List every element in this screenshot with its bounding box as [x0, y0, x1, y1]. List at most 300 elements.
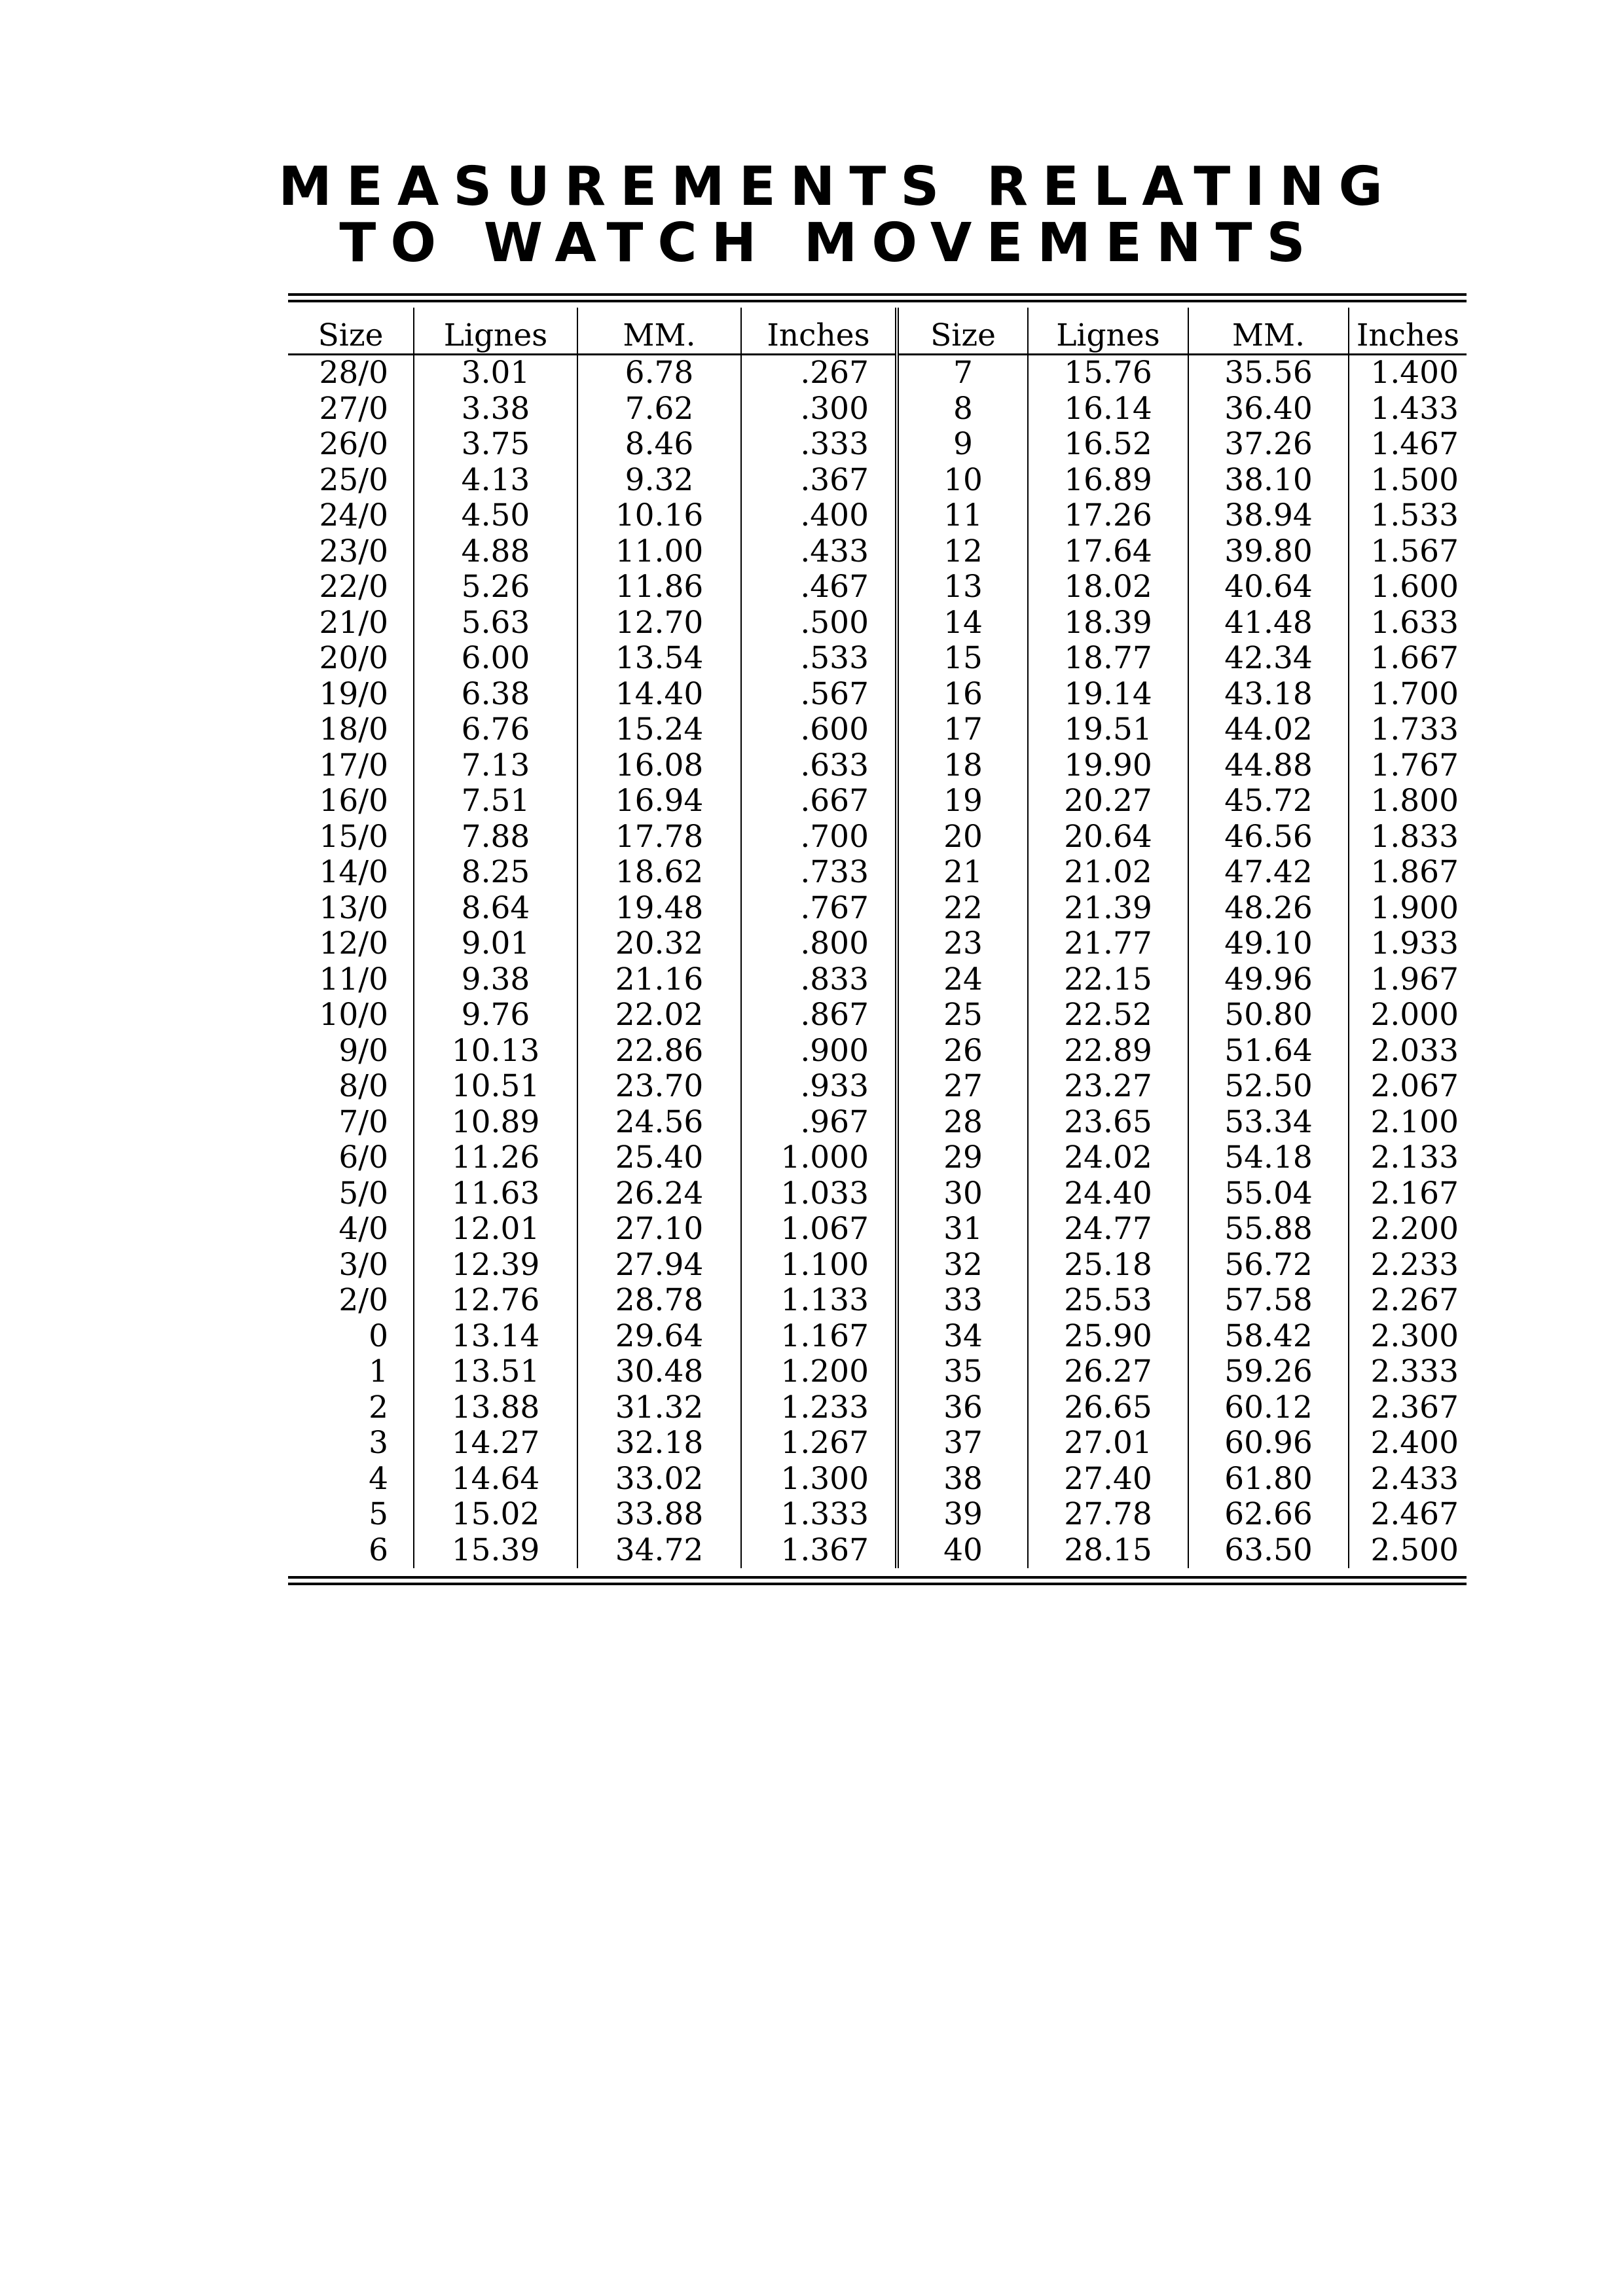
cell-mm2: 58.42 [1188, 1319, 1349, 1355]
cell-lignes2: 22.89 [1028, 1033, 1188, 1069]
cell-inches2: 2.033 [1370, 1032, 1459, 1069]
cell-size2: 13 [897, 569, 1028, 605]
measurements-table-container [288, 308, 1467, 1568]
cell-size2: 36 [897, 1390, 1028, 1426]
cell-mm1: 29.64 [577, 1319, 741, 1355]
cell-lignes1: 10.51 [414, 1069, 577, 1105]
column-header-size-right: Size [897, 308, 1028, 355]
cell-size2: 11 [897, 498, 1028, 534]
cell-mm1: 23.70 [577, 1069, 741, 1105]
cell-mm2: 41.48 [1188, 605, 1349, 641]
cell-lignes1: 9.38 [414, 962, 577, 998]
cell-inches1: 1.033 [741, 1176, 897, 1212]
table-row [288, 855, 1467, 891]
cell-mm1: 24.56 [577, 1105, 741, 1141]
table-row [288, 891, 1467, 927]
cell-lignes1: 7.51 [414, 783, 577, 819]
cell-size1: 17/0 [288, 748, 414, 784]
cell-inches1: .600 [741, 712, 897, 748]
cell-mm1: 14.40 [577, 677, 741, 713]
cell-mm1: 10.16 [577, 498, 741, 534]
cell-mm1: 30.48 [577, 1354, 741, 1390]
cell-mm2: 38.10 [1188, 463, 1349, 499]
cell-inches1: .800 [741, 926, 897, 962]
cell-lignes2: 21.02 [1028, 855, 1188, 891]
cell-mm2: 63.50 [1188, 1533, 1349, 1569]
column-header-inches-left: Inches [741, 308, 897, 355]
cell-lignes2: 18.77 [1028, 641, 1188, 677]
table-row [288, 1319, 1467, 1355]
table-row [288, 1283, 1467, 1319]
cell-lignes2: 24.02 [1028, 1140, 1188, 1176]
cell-inches2: 1.800 [1370, 783, 1459, 819]
cell-lignes1: 11.63 [414, 1176, 577, 1212]
cell-size2: 10 [897, 463, 1028, 499]
cell-mm2: 60.96 [1188, 1426, 1349, 1462]
cell-mm2: 42.34 [1188, 641, 1349, 677]
cell-lignes2: 25.53 [1028, 1283, 1188, 1319]
cell-inches1: 1.067 [741, 1211, 897, 1247]
cell-mm1: 31.32 [577, 1390, 741, 1426]
table-row [288, 427, 1467, 463]
table-row [288, 1140, 1467, 1176]
cell-mm2: 55.04 [1188, 1176, 1349, 1212]
cell-inches1: .367 [741, 463, 897, 499]
cell-size2: 14 [897, 605, 1028, 641]
cell-inches1: 1.000 [741, 1140, 897, 1176]
cell-inches1: 1.133 [741, 1283, 897, 1319]
cell-size2: 26 [897, 1033, 1028, 1069]
table-row [288, 391, 1467, 427]
top-rule-1 [288, 293, 1467, 296]
table-row [288, 1247, 1467, 1283]
cell-inches1: 1.267 [741, 1426, 897, 1462]
cell-mm2: 55.88 [1188, 1211, 1349, 1247]
cell-size1: 0 [288, 1319, 414, 1355]
cell-lignes1: 6.00 [414, 641, 577, 677]
column-header-mm-left: MM. [577, 308, 741, 355]
cell-lignes1: 4.50 [414, 498, 577, 534]
cell-lignes2: 26.65 [1028, 1390, 1188, 1426]
cell-inches1: 1.233 [741, 1390, 897, 1426]
cell-lignes1: 15.39 [414, 1533, 577, 1569]
cell-inches1: 1.167 [741, 1319, 897, 1355]
cell-size1: 9/0 [288, 1033, 414, 1069]
cell-inches2: 2.500 [1370, 1532, 1459, 1568]
cell-lignes1: 7.13 [414, 748, 577, 784]
cell-inches2: 1.433 [1370, 390, 1459, 427]
cell-inches1: 1.300 [741, 1462, 897, 1498]
bottom-rule-1 [288, 1576, 1467, 1579]
column-header-inches-right: Inches [1349, 308, 1467, 355]
cell-lignes2: 23.65 [1028, 1105, 1188, 1141]
cell-size1: 7/0 [288, 1105, 414, 1141]
cell-lignes2: 23.27 [1028, 1069, 1188, 1105]
cell-mm2: 62.66 [1188, 1497, 1349, 1533]
cell-inches2: 2.267 [1370, 1282, 1459, 1319]
cell-mm1: 18.62 [577, 855, 741, 891]
cell-lignes2: 20.64 [1028, 819, 1188, 855]
cell-mm1: 21.16 [577, 962, 741, 998]
cell-lignes2: 16.89 [1028, 463, 1188, 499]
cell-lignes2: 19.90 [1028, 748, 1188, 784]
cell-lignes1: 13.88 [414, 1390, 577, 1426]
cell-inches2: 2.467 [1370, 1496, 1459, 1533]
table-row [288, 1176, 1467, 1212]
cell-inches1: .833 [741, 962, 897, 998]
table-row [288, 1033, 1467, 1069]
cell-size1: 26/0 [288, 427, 414, 463]
cell-inches2: 2.233 [1370, 1246, 1459, 1283]
cell-size2: 28 [897, 1105, 1028, 1141]
cell-inches1: .333 [741, 427, 897, 463]
cell-mm2: 56.72 [1188, 1247, 1349, 1283]
cell-mm2: 39.80 [1188, 534, 1349, 570]
table-header-row [288, 308, 1467, 355]
cell-lignes1: 7.88 [414, 819, 577, 855]
cell-inches2: 1.933 [1370, 925, 1459, 962]
table-row [288, 712, 1467, 748]
cell-size1: 5/0 [288, 1176, 414, 1212]
cell-size2: 34 [897, 1319, 1028, 1355]
cell-mm2: 46.56 [1188, 819, 1349, 855]
cell-lignes2: 16.14 [1028, 391, 1188, 427]
cell-inches2: 1.500 [1370, 461, 1459, 498]
cell-lignes2: 18.39 [1028, 605, 1188, 641]
cell-mm1: 33.88 [577, 1497, 741, 1533]
table-row [288, 1069, 1467, 1105]
cell-mm2: 38.94 [1188, 498, 1349, 534]
cell-inches1: .467 [741, 569, 897, 605]
cell-lignes1: 12.01 [414, 1211, 577, 1247]
cell-lignes1: 3.38 [414, 391, 577, 427]
cell-lignes2: 28.15 [1028, 1533, 1188, 1569]
cell-lignes2: 24.40 [1028, 1176, 1188, 1212]
cell-inches1: .500 [741, 605, 897, 641]
cell-inches2: 2.133 [1370, 1139, 1459, 1176]
cell-lignes1: 6.38 [414, 677, 577, 713]
cell-size1: 22/0 [288, 569, 414, 605]
cell-mm1: 32.18 [577, 1426, 741, 1462]
cell-lignes2: 19.14 [1028, 677, 1188, 713]
cell-inches2: 2.367 [1370, 1389, 1459, 1426]
cell-inches1: .900 [741, 1033, 897, 1069]
cell-size1: 2 [288, 1390, 414, 1426]
cell-mm1: 22.02 [577, 997, 741, 1033]
cell-size2: 30 [897, 1176, 1028, 1212]
cell-lignes2: 17.64 [1028, 534, 1188, 570]
cell-size2: 21 [897, 855, 1028, 891]
cell-size1: 28/0 [288, 355, 414, 391]
cell-lignes1: 9.01 [414, 926, 577, 962]
cell-lignes2: 21.77 [1028, 926, 1188, 962]
table-row [288, 819, 1467, 855]
cell-inches2: 1.400 [1370, 355, 1459, 391]
cell-size2: 32 [897, 1247, 1028, 1283]
cell-mm1: 11.86 [577, 569, 741, 605]
cell-lignes1: 13.51 [414, 1354, 577, 1390]
cell-size2: 22 [897, 891, 1028, 927]
cell-lignes1: 6.76 [414, 712, 577, 748]
cell-mm2: 50.80 [1188, 997, 1349, 1033]
cell-size1: 20/0 [288, 641, 414, 677]
cell-lignes1: 12.39 [414, 1247, 577, 1283]
cell-size2: 20 [897, 819, 1028, 855]
cell-inches1: .933 [741, 1069, 897, 1105]
cell-size1: 3 [288, 1426, 414, 1462]
cell-inches1: .567 [741, 677, 897, 713]
cell-size1: 1 [288, 1354, 414, 1390]
cell-mm1: 27.10 [577, 1211, 741, 1247]
table-row [288, 534, 1467, 570]
cell-lignes1: 14.64 [414, 1462, 577, 1498]
cell-size2: 38 [897, 1462, 1028, 1498]
cell-lignes1: 13.14 [414, 1319, 577, 1355]
cell-inches2: 1.567 [1370, 533, 1459, 569]
cell-inches2: 2.300 [1370, 1318, 1459, 1354]
table-row [288, 997, 1467, 1033]
cell-mm2: 53.34 [1188, 1105, 1349, 1141]
cell-mm1: 17.78 [577, 819, 741, 855]
column-header-lignes-left: Lignes [414, 308, 577, 355]
cell-inches2: 1.600 [1370, 569, 1459, 605]
cell-mm1: 16.94 [577, 783, 741, 819]
cell-size1: 24/0 [288, 498, 414, 534]
cell-inches2: 2.067 [1370, 1068, 1459, 1105]
cell-inches2: 1.667 [1370, 640, 1459, 677]
cell-inches2: 1.867 [1370, 854, 1459, 891]
cell-size2: 27 [897, 1069, 1028, 1105]
cell-lignes2: 27.40 [1028, 1462, 1188, 1498]
cell-inches2: 2.000 [1370, 997, 1459, 1033]
cell-lignes1: 4.13 [414, 463, 577, 499]
cell-size2: 24 [897, 962, 1028, 998]
cell-mm1: 28.78 [577, 1283, 741, 1319]
cell-size1: 13/0 [288, 891, 414, 927]
table-row [288, 783, 1467, 819]
cell-size1: 18/0 [288, 712, 414, 748]
cell-mm1: 26.24 [577, 1176, 741, 1212]
cell-size1: 6 [288, 1533, 414, 1569]
cell-inches1: .267 [741, 355, 897, 391]
cell-inches2: 1.467 [1370, 426, 1459, 463]
cell-lignes2: 18.02 [1028, 569, 1188, 605]
cell-mm2: 44.88 [1188, 748, 1349, 784]
cell-size2: 9 [897, 427, 1028, 463]
cell-inches1: .867 [741, 997, 897, 1033]
cell-mm2: 57.58 [1188, 1283, 1349, 1319]
cell-mm1: 16.08 [577, 748, 741, 784]
cell-mm2: 49.10 [1188, 926, 1349, 962]
cell-size2: 15 [897, 641, 1028, 677]
bottom-rule-2 [288, 1583, 1467, 1585]
cell-inches2: 1.967 [1370, 961, 1459, 997]
cell-lignes1: 11.26 [414, 1140, 577, 1176]
cell-inches2: 1.633 [1370, 604, 1459, 641]
column-header-size-left: Size [288, 308, 414, 355]
cell-lignes1: 12.76 [414, 1283, 577, 1319]
table-row [288, 1354, 1467, 1390]
cell-lignes1: 10.13 [414, 1033, 577, 1069]
page-title-line-2: TO WATCH MOVEMENTS [339, 212, 1320, 274]
cell-mm1: 22.86 [577, 1033, 741, 1069]
cell-inches1: .767 [741, 891, 897, 927]
cell-inches1: .533 [741, 641, 897, 677]
cell-lignes1: 15.02 [414, 1497, 577, 1533]
cell-mm1: 9.32 [577, 463, 741, 499]
cell-size1: 19/0 [288, 677, 414, 713]
cell-mm1: 13.54 [577, 641, 741, 677]
cell-inches2: 2.100 [1370, 1103, 1459, 1140]
table-row [288, 1426, 1467, 1462]
cell-size1: 14/0 [288, 855, 414, 891]
cell-size2: 29 [897, 1140, 1028, 1176]
table-row [288, 926, 1467, 962]
cell-mm2: 60.12 [1188, 1390, 1349, 1426]
cell-lignes2: 20.27 [1028, 783, 1188, 819]
cell-size2: 37 [897, 1426, 1028, 1462]
cell-size1: 3/0 [288, 1247, 414, 1283]
cell-size1: 6/0 [288, 1140, 414, 1176]
cell-inches1: .300 [741, 391, 897, 427]
cell-mm2: 36.40 [1188, 391, 1349, 427]
table-row [288, 605, 1467, 641]
cell-lignes2: 27.78 [1028, 1497, 1188, 1533]
cell-lignes1: 8.25 [414, 855, 577, 891]
table-row [288, 355, 1467, 391]
table-body [288, 355, 1467, 1569]
cell-mm1: 6.78 [577, 355, 741, 391]
cell-mm1: 27.94 [577, 1247, 741, 1283]
table-row [288, 1497, 1467, 1533]
cell-size2: 35 [897, 1354, 1028, 1390]
cell-inches2: 1.767 [1370, 747, 1459, 783]
table-row [288, 1390, 1467, 1426]
cell-mm1: 25.40 [577, 1140, 741, 1176]
table-row [288, 1105, 1467, 1141]
cell-lignes1: 8.64 [414, 891, 577, 927]
cell-inches1: 1.367 [741, 1533, 897, 1569]
cell-mm2: 59.26 [1188, 1354, 1349, 1390]
cell-mm1: 15.24 [577, 712, 741, 748]
cell-inches2: 1.833 [1370, 818, 1459, 855]
cell-mm1: 11.00 [577, 534, 741, 570]
measurements-table [288, 308, 1467, 1568]
cell-lignes2: 25.18 [1028, 1247, 1188, 1283]
cell-inches2: 1.733 [1370, 711, 1459, 748]
cell-size2: 40 [897, 1533, 1028, 1569]
cell-mm1: 7.62 [577, 391, 741, 427]
cell-lignes2: 19.51 [1028, 712, 1188, 748]
cell-lignes2: 15.76 [1028, 355, 1188, 391]
cell-inches2: 1.700 [1370, 675, 1459, 712]
cell-lignes1: 14.27 [414, 1426, 577, 1462]
cell-lignes2: 16.52 [1028, 427, 1188, 463]
cell-size2: 33 [897, 1283, 1028, 1319]
cell-inches1: 1.100 [741, 1247, 897, 1283]
cell-inches1: .667 [741, 783, 897, 819]
cell-inches2: 2.200 [1370, 1211, 1459, 1247]
cell-mm2: 51.64 [1188, 1033, 1349, 1069]
cell-size2: 39 [897, 1497, 1028, 1533]
cell-lignes1: 5.63 [414, 605, 577, 641]
cell-size1: 11/0 [288, 962, 414, 998]
cell-lignes1: 3.01 [414, 355, 577, 391]
cell-size2: 16 [897, 677, 1028, 713]
table-row [288, 1533, 1467, 1569]
cell-lignes1: 10.89 [414, 1105, 577, 1141]
table-row [288, 677, 1467, 713]
cell-inches1: .733 [741, 855, 897, 891]
cell-mm2: 40.64 [1188, 569, 1349, 605]
cell-size2: 31 [897, 1211, 1028, 1247]
cell-lignes2: 17.26 [1028, 498, 1188, 534]
cell-inches2: 2.333 [1370, 1354, 1459, 1390]
cell-inches2: 1.533 [1370, 497, 1459, 534]
cell-inches1: 1.333 [741, 1497, 897, 1533]
cell-mm1: 33.02 [577, 1462, 741, 1498]
cell-size2: 7 [897, 355, 1028, 391]
cell-mm2: 43.18 [1188, 677, 1349, 713]
column-header-lignes-right: Lignes [1028, 308, 1188, 355]
cell-mm1: 8.46 [577, 427, 741, 463]
cell-lignes1: 9.76 [414, 997, 577, 1033]
cell-mm2: 49.96 [1188, 962, 1349, 998]
cell-lignes1: 5.26 [414, 569, 577, 605]
cell-size1: 15/0 [288, 819, 414, 855]
cell-size1: 12/0 [288, 926, 414, 962]
table-row [288, 463, 1467, 499]
cell-inches2: 2.167 [1370, 1175, 1459, 1211]
cell-lignes2: 25.90 [1028, 1319, 1188, 1355]
cell-inches1: .700 [741, 819, 897, 855]
cell-inches1: .967 [741, 1105, 897, 1141]
cell-size2: 17 [897, 712, 1028, 748]
cell-inches1: .433 [741, 534, 897, 570]
table-row [288, 748, 1467, 784]
cell-size2: 19 [897, 783, 1028, 819]
column-header-mm-right: MM. [1188, 308, 1349, 355]
table-row [288, 498, 1467, 534]
cell-mm2: 61.80 [1188, 1462, 1349, 1498]
cell-size2: 8 [897, 391, 1028, 427]
cell-inches1: .633 [741, 748, 897, 784]
cell-lignes2: 21.39 [1028, 891, 1188, 927]
cell-mm1: 34.72 [577, 1533, 741, 1569]
table-row [288, 1211, 1467, 1247]
cell-size1: 4/0 [288, 1211, 414, 1247]
table-row [288, 569, 1467, 605]
cell-size1: 23/0 [288, 534, 414, 570]
cell-size1: 2/0 [288, 1283, 414, 1319]
cell-size2: 23 [897, 926, 1028, 962]
cell-size1: 21/0 [288, 605, 414, 641]
cell-lignes1: 3.75 [414, 427, 577, 463]
cell-size1: 10/0 [288, 997, 414, 1033]
cell-mm2: 48.26 [1188, 891, 1349, 927]
cell-size1: 4 [288, 1462, 414, 1498]
page-title-line-1: MEASUREMENTS RELATING [278, 156, 1397, 218]
cell-lignes2: 26.27 [1028, 1354, 1188, 1390]
cell-mm1: 20.32 [577, 926, 741, 962]
cell-mm1: 19.48 [577, 891, 741, 927]
table-row [288, 962, 1467, 998]
table-row [288, 641, 1467, 677]
top-rule-2 [288, 300, 1467, 302]
cell-size2: 25 [897, 997, 1028, 1033]
cell-mm1: 12.70 [577, 605, 741, 641]
cell-mm2: 37.26 [1188, 427, 1349, 463]
